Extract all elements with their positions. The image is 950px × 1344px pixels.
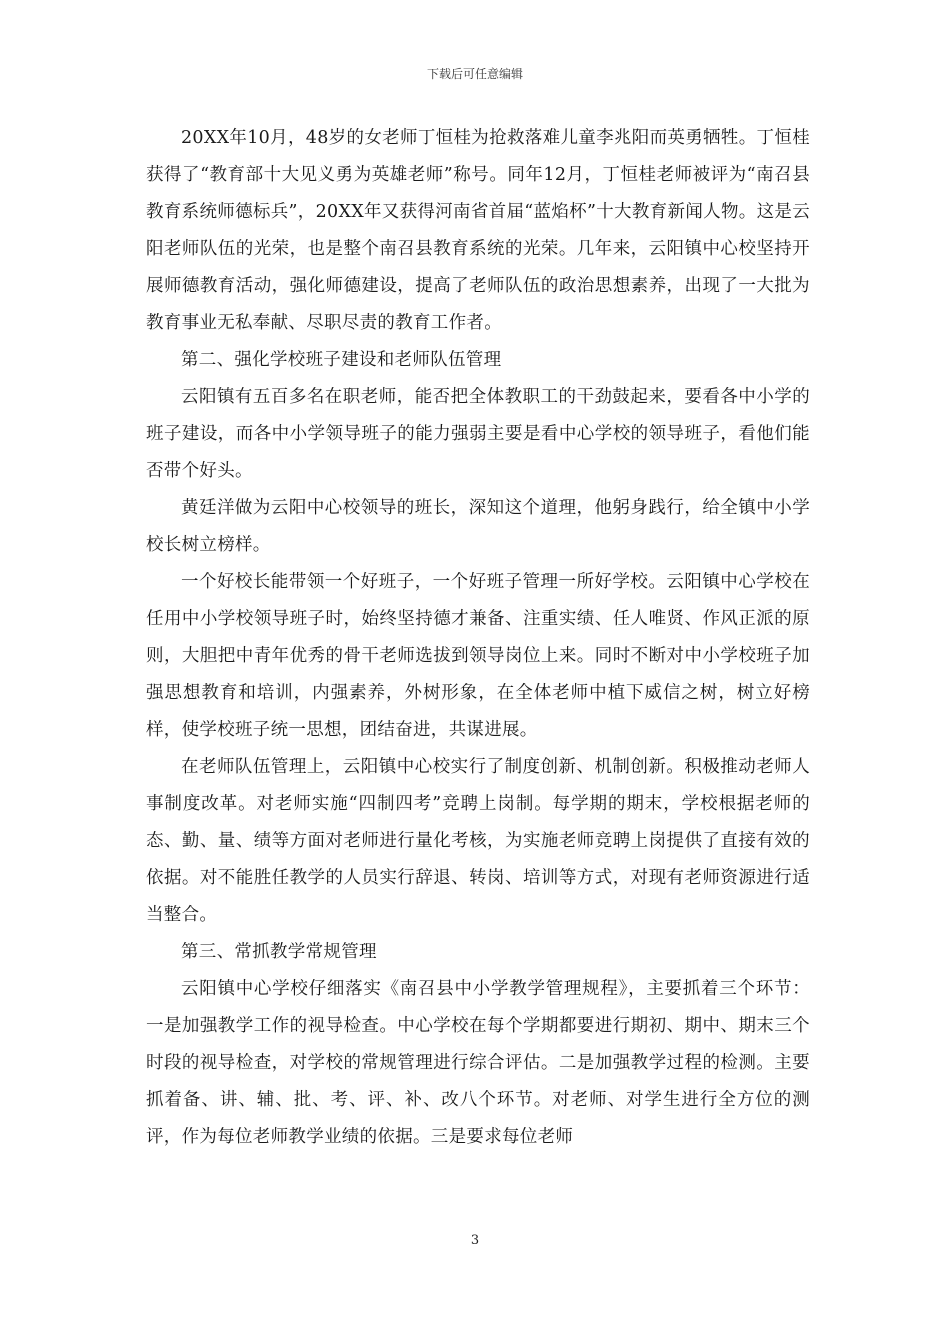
paragraph: 一个好校长能带领一个好班子，一个好班子管理一所好学校。云阳镇中心学校在任用中小学校领导班子时，始终坚持德才兼备、注重实绩、任人唯贤、作风正派的原则，大胆把中青年优秀的骨干老师选拔到领导岗位上来。同时不断对中小学校班子加强思想教育和培训，内强素养，外树形象，在全体老师中植下威信之树，树立好榜样，使学校班子统一思想，团结奋进，共谋进展。 <box>146 572 810 740</box>
paragraph: 20XX年10月，48岁的女老师丁恒桂为抢救落难儿童李兆阳而英勇牺牲。丁恒桂获得了“教育部十大见义勇为英雄老师”称号。同年12月，丁恒桂老师被评为“南召县教育系统师德标兵”，20XX年又获得河南省首届“蓝焰杯”十大教育新闻人物。这是云阳老师队伍的光荣，也是整个南召县教育系统的光荣。几年来，云阳镇中心校坚持开展师德教育活动，强化师德建设，提高了老师队伍的政治思想素养，出现了一大批为教育事业无私奉献、尽职尽责的教育工作者。 <box>146 128 810 333</box>
section-heading: 第三、常抓教学常规管理 <box>181 942 377 962</box>
paragraph: 云阳镇有五百多名在职老师，能否把全体教职工的干劲鼓起来，要看各中小学的班子建设，而各中小学领导班子的能力强弱主要是看中心学校的领导班子，看他们能否带个好头。 <box>146 387 810 481</box>
document-body <box>146 120 810 1156</box>
paragraph: 黄廷洋做为云阳中心校领导的班长，深知这个道理，他躬身践行，给全镇中小学校长树立榜样。 <box>146 498 810 555</box>
paragraph: 云阳镇中心学校仔细落实《南召县中小学教学管理规程》，主要抓着三个环节：一是加强教学工作的视导检查。中心学校在每个学期都要进行期初、期中、期末三个时段的视导检查，对学校的常规管理进行综合评估。二是加强教学过程的检测。主要抓着备、讲、辅、批、考、评、补、改八个环节。对老师、对学生进行全方位的测评，作为每位老师教学业绩的依据。三是要求每位老师 <box>146 979 810 1147</box>
page-number: 3 <box>470 1233 480 1248</box>
paragraph: 在老师队伍管理上，云阳镇中心校实行了制度创新、机制创新。积极推动老师人事制度改革。对老师实施“四制四考”竞聘上岗制。每学期的期末，学校根据老师的态、勤、量、绩等方面对老师进行量化考核，为实施老师竞聘上岗提供了直接有效的依据。对不能胜任教学的人员实行辞退、转岗、培训等方式，对现有老师资源进行适当整合。 <box>146 757 810 925</box>
page-header: 下载后可任意编辑 <box>426 67 523 81</box>
section-heading: 第二、强化学校班子建设和老师队伍管理 <box>181 350 502 370</box>
